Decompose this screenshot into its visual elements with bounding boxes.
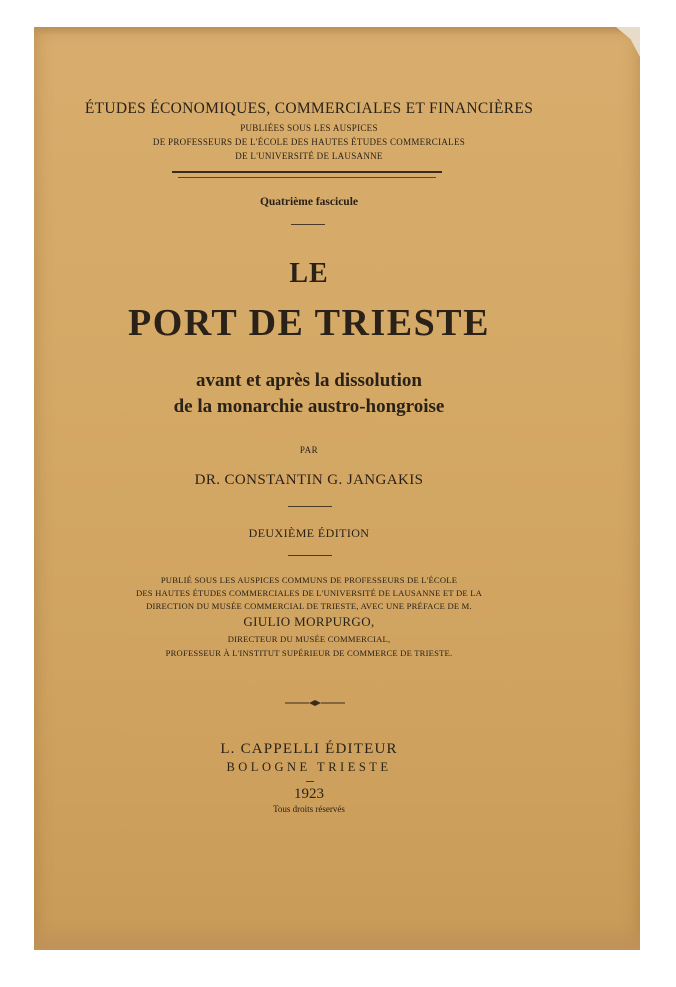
divider-dash <box>291 224 325 225</box>
cover-bottom-edge-shadow <box>34 920 640 950</box>
preface-author: GIULIO MORPURGO, <box>243 614 375 629</box>
divider-dash <box>306 781 314 782</box>
book-title: PORT DE TRIESTE <box>128 302 490 344</box>
publication-year: 1923 <box>294 786 324 802</box>
by-label: PAR <box>299 445 319 455</box>
preface-author-role-2: PROFESSEUR À L'INSTITUT SUPÉRIEUR DE COMMERCE DE TRIESTE. <box>165 648 453 658</box>
ornament-divider <box>285 699 345 707</box>
fascicule-label: Quatrième fascicule <box>259 196 359 208</box>
divider-dash <box>288 555 332 556</box>
book-subtitle-line-1: avant et après la dissolution <box>196 370 422 391</box>
publisher-cities: BOLOGNE TRIESTE <box>226 760 392 774</box>
publication-note-line-1: PUBLIÉ SOUS LES AUSPICES COMMUNS DE PROFESSEURS DE L'ÉCOLE <box>160 575 458 585</box>
double-rule-top <box>172 171 442 173</box>
preface-author-role-1: DIRECTEUR DU MUSÉE COMMERCIAL, <box>227 634 391 644</box>
book-subtitle-line-2: de la monarchie austro-hongroise <box>173 396 445 417</box>
series-title: ÉTUDES ÉCONOMIQUES, COMMERCIALES ET FINANCIÈRES <box>84 100 534 117</box>
author-name: DR. CONSTANTIN G. JANGAKIS <box>194 472 424 488</box>
title-article: LE <box>289 258 329 289</box>
series-subtitle-line-2: DE PROFESSEURS DE L'ÉCOLE DES HAUTES ÉTUDES COMMERCIALES <box>152 137 466 147</box>
series-subtitle-line-1: PUBLIÉES SOUS LES AUSPICES <box>240 123 378 133</box>
publication-note-line-2: DES HAUTES ÉTUDES COMMERCIALES DE L'UNIVERSITÉ DE LAUSANNE ET DE LA <box>135 588 483 598</box>
rights-notice: Tous droits réservés <box>273 804 345 814</box>
series-subtitle-line-3: DE L'UNIVERSITÉ DE LAUSANNE <box>235 151 383 161</box>
publisher-name: L. CAPPELLI ÉDITEUR <box>220 741 398 757</box>
cover-top-edge-shadow <box>34 27 640 35</box>
double-rule-bottom <box>178 177 436 178</box>
publication-note-line-3: DIRECTION DU MUSÉE COMMERCIAL DE TRIESTE, AVEC UNE PRÉFACE DE M. <box>146 601 472 611</box>
divider-dash <box>288 506 332 507</box>
edition-label: DEUXIÈME ÉDITION <box>248 526 370 540</box>
